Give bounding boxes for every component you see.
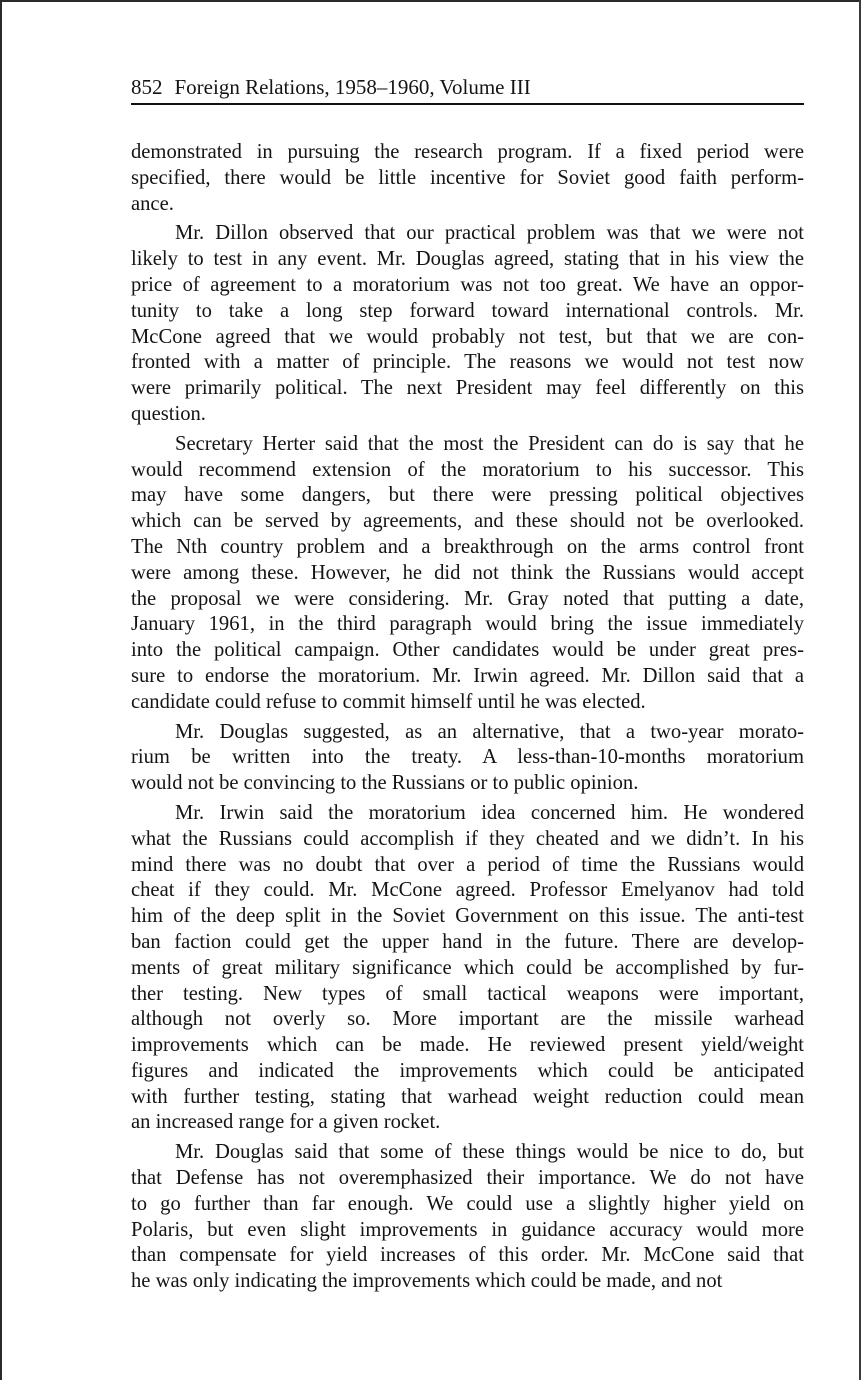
text-line: would not be convincing to the Russians or to public opinion. xyxy=(131,772,639,795)
text-line: would recommend extension of the moratorium to his successor. This xyxy=(131,458,804,481)
text-line: figures and indicated the improvements which could be anticipated xyxy=(131,1059,804,1082)
paragraph xyxy=(131,221,804,427)
paragraph xyxy=(131,801,804,1136)
text-line: January 1961, in the third paragraph would bring the issue immediately xyxy=(131,613,804,636)
running-head xyxy=(131,73,804,105)
text-line: the proposal we were considering. Mr. Gray noted that putting a date, xyxy=(131,587,804,610)
page-edge-left xyxy=(0,0,2,1380)
text-line: price of agreement to a moratorium was not too great. We have an oppor- xyxy=(131,273,804,296)
text-line: Mr. Douglas suggested, as an alternative, that a two-year morato- xyxy=(175,720,804,743)
text-line: tunity to take a long step forward toward international controls. Mr. xyxy=(131,299,804,322)
text-line: Mr. Dillon observed that our practical problem was that we were not xyxy=(175,222,804,245)
text-line: which can be served by agreements, and these should not be overlooked. xyxy=(131,510,804,533)
page-edge-top xyxy=(0,0,861,2)
text-line: him of the deep split in the Soviet Government on this issue. The anti-test xyxy=(131,905,804,928)
text-line: Mr. Irwin said the moratorium idea concerned him. He wondered xyxy=(175,801,804,824)
text-line: may have some dangers, but there were pressing political objectives xyxy=(131,484,804,507)
paragraph xyxy=(131,432,804,716)
text-line: that Defense has not overemphasized their importance. We do not have xyxy=(131,1167,804,1190)
text-line: were primarily political. The next President may feel differently on this xyxy=(131,377,804,400)
text-line: cheat if they could. Mr. McCone agreed. Professor Emelyanov had told xyxy=(131,879,804,902)
text-line: improvements which can be made. He reviewed present yield/weight xyxy=(131,1034,804,1057)
page-number: 852 xyxy=(131,75,163,99)
text-line: with further testing, stating that warhead weight reduction could mean xyxy=(131,1085,804,1108)
text-line: McCone agreed that we would probably not test, but that we are con- xyxy=(131,325,804,348)
text-line: to go further than far enough. We could use a slightly higher yield on xyxy=(131,1192,804,1215)
paragraph xyxy=(131,140,804,217)
text-line: candidate could refuse to commit himself until he was elected. xyxy=(131,690,646,713)
text-line: an increased range for a given rocket. xyxy=(131,1111,441,1134)
text-line: question. xyxy=(131,402,206,425)
text-line: Secretary Herter said that the most the President can do is say that he xyxy=(175,432,804,455)
text-line: Mr. Douglas said that some of these things would be nice to do, but xyxy=(175,1141,804,1164)
text-line: into the political campaign. Other candidates would be under great pres- xyxy=(131,639,804,662)
text-line: what the Russians could accomplish if they cheated and we didn’t. In his xyxy=(131,827,804,850)
text-line: specified, there would be little incentive for Soviet good faith perform- xyxy=(131,166,804,189)
text-line: mind there was no doubt that over a period of time the Russians would xyxy=(131,853,804,876)
text-line: ance. xyxy=(131,192,174,215)
body-text xyxy=(131,140,804,1299)
text-line: The Nth country problem and a breakthrough on the arms control front xyxy=(131,535,804,558)
text-line: he was only indicating the improvements which could be made, and not xyxy=(131,1270,723,1293)
text-line: were among these. However, he did not think the Russians would accept xyxy=(131,561,804,584)
text-line: Polaris, but even slight improvements in guidance accuracy would more xyxy=(131,1218,804,1241)
text-line: ther testing. New types of small tactical weapons were important, xyxy=(131,982,804,1005)
text-line: likely to test in any event. Mr. Douglas agreed, stating that in his view the xyxy=(131,248,804,271)
publication-title: Foreign Relations, 1958–1960, Volume III xyxy=(174,75,531,99)
text-line: ban faction could get the upper hand in the future. There are develop- xyxy=(131,930,804,953)
text-line: than compensate for yield increases of this order. Mr. McCone said that xyxy=(131,1244,804,1267)
text-line: although not overly so. More important are the missile warhead xyxy=(131,1008,804,1031)
text-line: fronted with a matter of principle. The reasons we would not test now xyxy=(131,351,804,374)
paragraph xyxy=(131,1140,804,1295)
text-line: ments of great military significance which could be accomplished by fur- xyxy=(131,956,804,979)
text-line: demonstrated in pursuing the research program. If a fixed period were xyxy=(131,141,804,163)
text-line: rium be written into the treaty. A less-than-10-months moratorium xyxy=(131,746,804,769)
text-line: sure to endorse the moratorium. Mr. Irwin agreed. Mr. Dillon said that a xyxy=(131,664,804,687)
paragraph xyxy=(131,720,804,797)
